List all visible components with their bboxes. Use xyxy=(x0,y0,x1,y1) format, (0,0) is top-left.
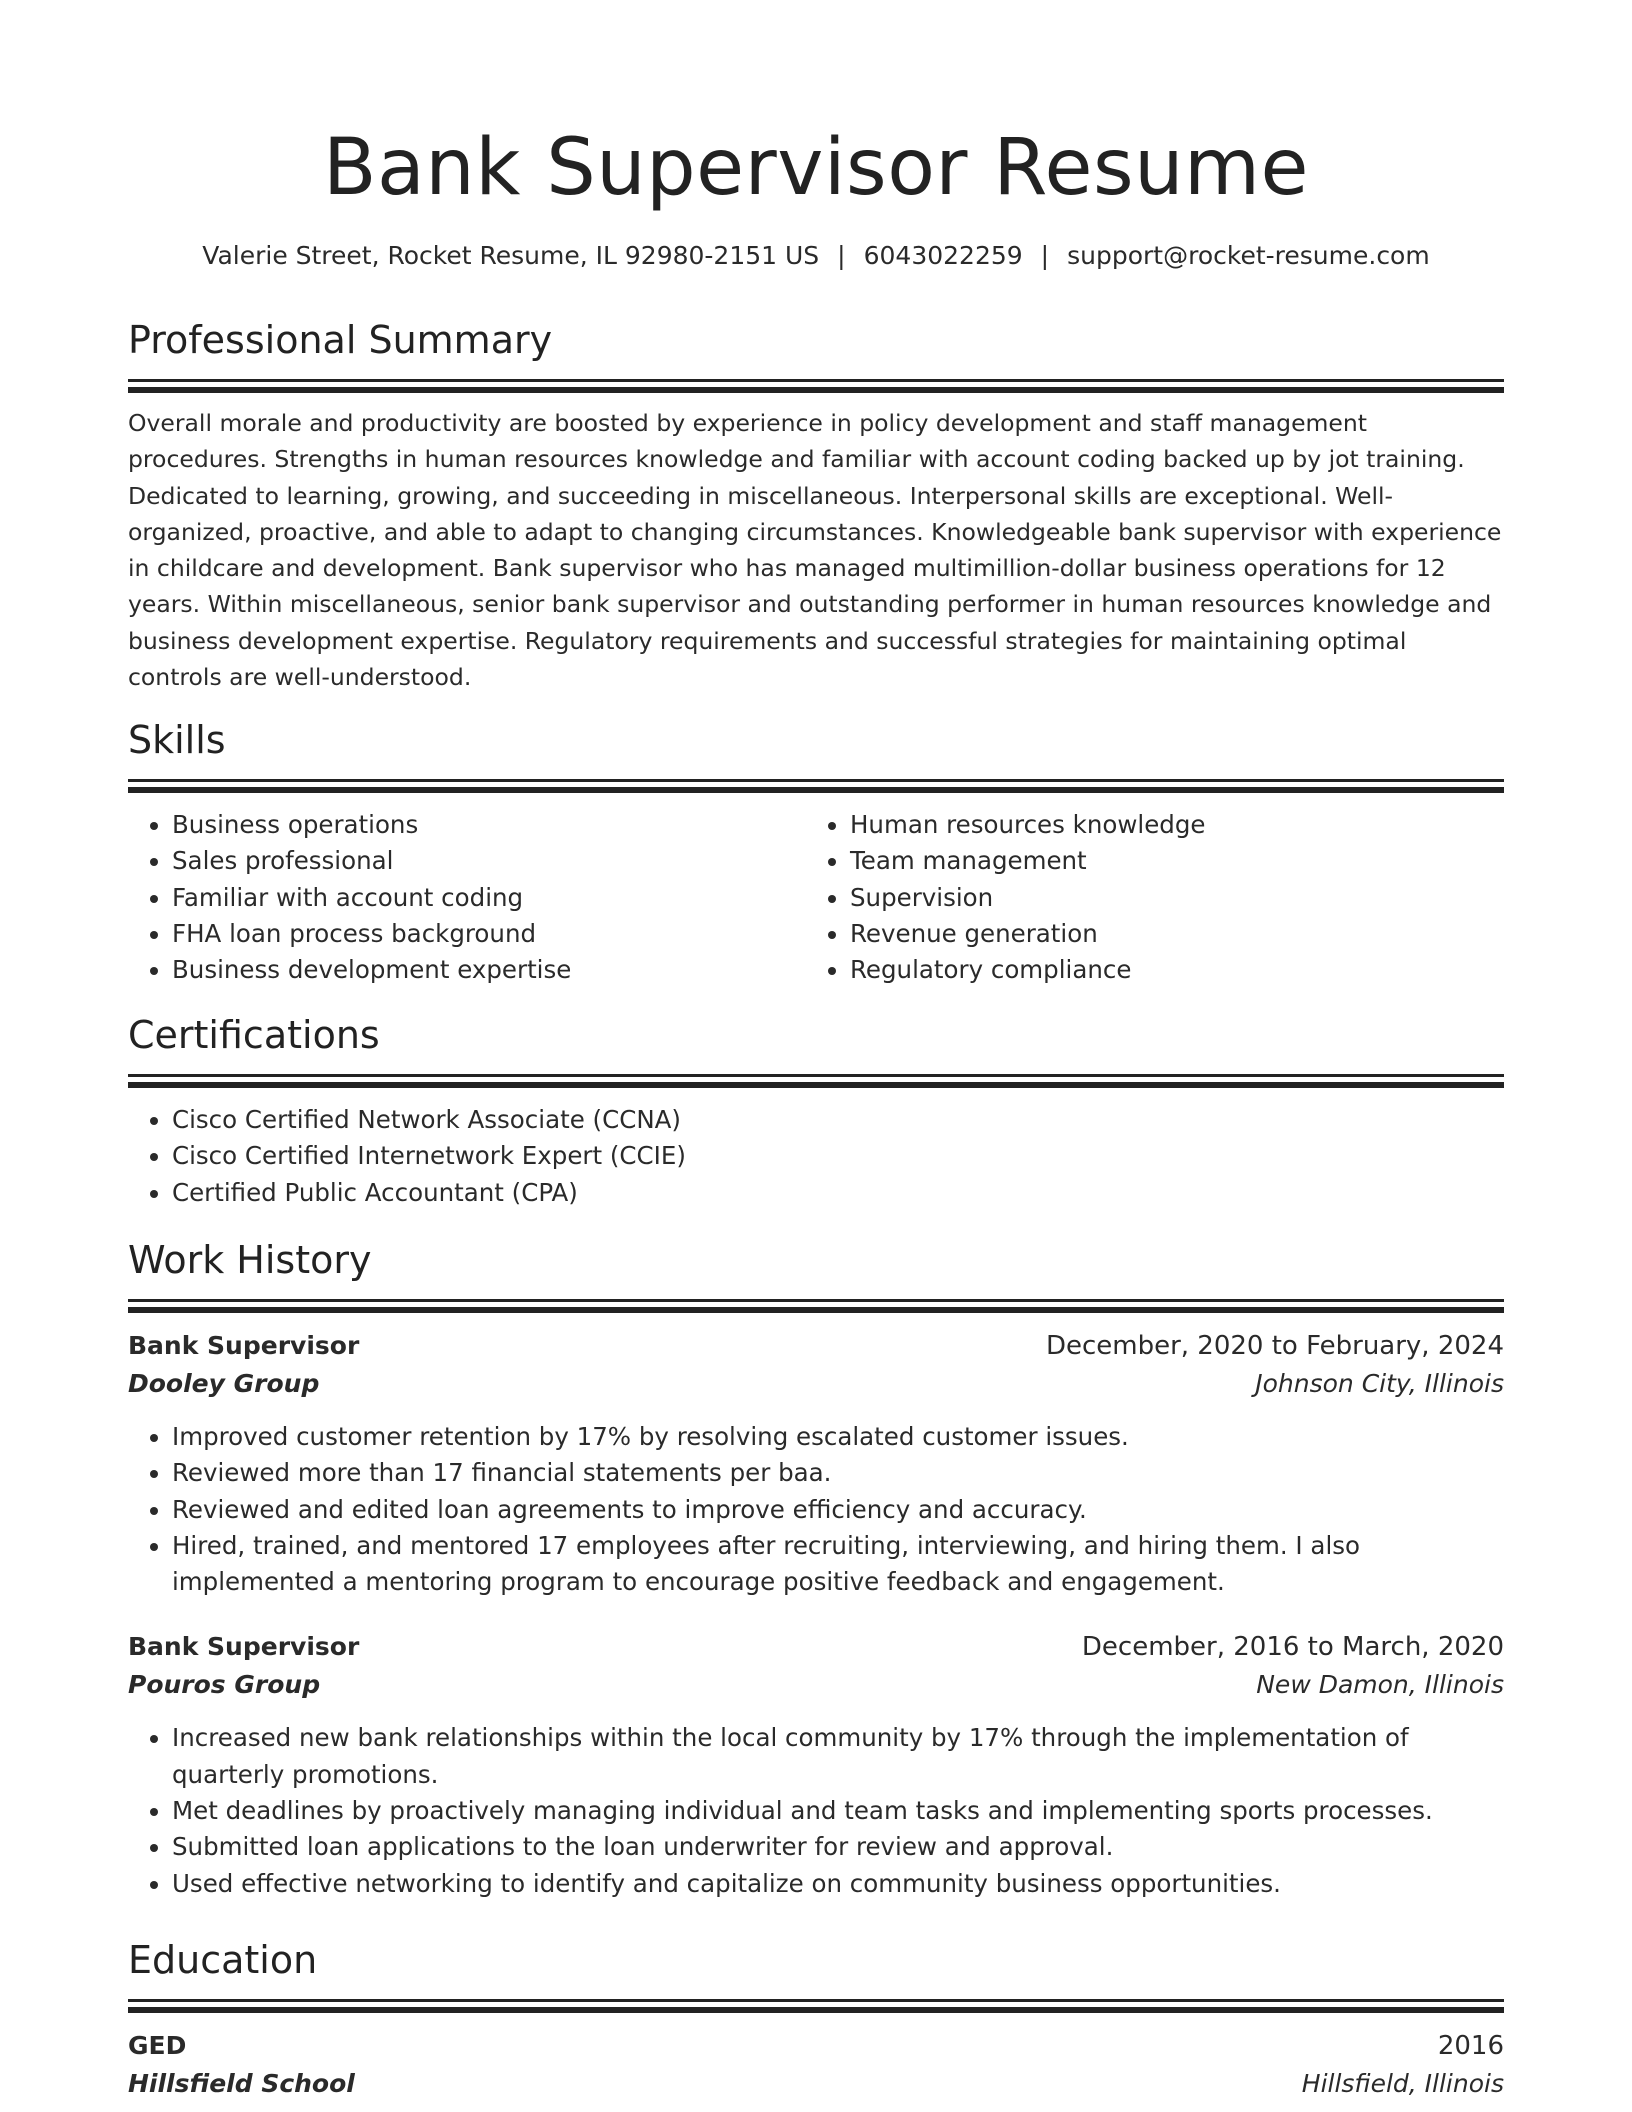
job-company: Pouros Group xyxy=(128,1670,321,1700)
education-location: Hillsfield, Illinois xyxy=(1301,2069,1504,2098)
education-degree: GED xyxy=(128,2031,187,2060)
job-entry xyxy=(128,1628,1504,1901)
section-divider-thick xyxy=(128,1307,1504,1313)
section-divider xyxy=(128,1074,1504,1077)
education-section xyxy=(128,1935,1504,2103)
contact-separator: | xyxy=(1040,241,1050,270)
summary-section xyxy=(128,315,1504,695)
section-divider xyxy=(128,1999,1504,2002)
job-bullet: • Met deadlines by proactively managing individual and team tasks and implementing sports processes. xyxy=(172,1793,1504,1829)
skill-item: • Revenue generation xyxy=(850,916,1484,952)
job-company: Dooley Group xyxy=(128,1369,320,1398)
work-history-section xyxy=(128,1235,1504,1902)
contact-address: Valerie Street, Rocket Resume, IL 92980-2151 US xyxy=(202,241,820,270)
job-location: New Damon, Illinois xyxy=(1256,1670,1504,1700)
skill-item: • Team management xyxy=(850,843,1484,879)
section-divider-thick xyxy=(128,787,1504,793)
skill-item: • Human resources knowledge xyxy=(850,807,1484,843)
contact-separator: | xyxy=(837,241,846,270)
section-divider-thick xyxy=(128,2007,1504,2013)
certification-item: • Cisco Certified Internetwork Expert (CCIE) xyxy=(172,1138,1504,1174)
job-bullet: • Submitted loan applications to the loan underwriter for review and approval. xyxy=(172,1829,1504,1865)
section-divider-thick xyxy=(128,1082,1504,1088)
section-divider xyxy=(128,779,1504,782)
skills-grid xyxy=(128,807,1504,988)
section-heading: Skills xyxy=(128,718,226,762)
job-bullet: • Reviewed and edited loan agreements to improve efficiency and accuracy. xyxy=(172,1492,1504,1528)
certification-item: • Certified Public Accountant (CPA) xyxy=(172,1175,1504,1211)
job-bullet: • Used effective networking to identify and capitalize on community business opportunities. xyxy=(172,1866,1504,1902)
job-dates: December, 2020 to February, 2024 xyxy=(1045,1331,1504,1361)
skills-column-left xyxy=(128,807,806,988)
section-divider xyxy=(128,379,1504,382)
education-year: 2016 xyxy=(1437,2031,1504,2061)
job-bullet: • Improved customer retention by 17% by resolving escalated customer issues. xyxy=(172,1419,1504,1455)
job-bullet: • Reviewed more than 17 financial statements per baa. xyxy=(172,1455,1504,1491)
contact-line xyxy=(128,238,1504,274)
skill-item: • Familiar with account coding xyxy=(172,880,806,916)
resume-title: Bank Supervisor Resume xyxy=(323,123,1309,213)
job-bullet: • Hired, trained, and mentored 17 employees after recruiting, interviewing, and hiring them. I also implemented a mentoring program to encourage positive feedback and engagement. xyxy=(172,1528,1504,1601)
job-bullet: • Increased new bank relationships within the local community by 17% through the implementation of quarterly promotions. xyxy=(172,1720,1504,1793)
section-heading: Work History xyxy=(128,1238,372,1282)
skill-item: • FHA loan process background xyxy=(172,916,806,952)
skill-item: • Business operations xyxy=(172,807,806,843)
job-entry xyxy=(128,1327,1504,1600)
skill-item: • Business development expertise xyxy=(172,952,806,988)
summary-text: Overall morale and productivity are boosted by experience in policy development and staff management procedures. Strengths in human resources knowledge and familiar with account coding backed up by jot training. Dedicated to learning, growing, and succeeding in miscellaneous. Interpersonal skills are exceptional. Well-organized, proactive, and able to adapt to changing circumstances. Knowledgeable bank supervisor with experience in childcare and development. Bank supervisor who has managed multimillion-dollar business operations for 12 years. Within miscellaneous, senior bank supervisor and outstanding performer in human resources knowledge and business development expertise. Regulatory requirements and successful strategies for maintaining optimal controls are well-understood. xyxy=(128,409,1502,692)
skills-section xyxy=(128,715,1504,988)
skill-item: • Sales professional xyxy=(172,843,806,879)
section-heading: Education xyxy=(128,1938,318,1982)
job-title: Bank Supervisor xyxy=(128,1331,360,1360)
job-location: Johnson City, Illinois xyxy=(1255,1369,1504,1398)
skills-column-right xyxy=(806,807,1484,988)
certifications-section xyxy=(128,1010,1504,1211)
section-divider xyxy=(128,1299,1504,1302)
education-entry xyxy=(128,2027,1504,2103)
education-school: Hillsfield School xyxy=(128,2069,355,2098)
contact-email: support@rocket-resume.com xyxy=(1067,241,1430,270)
section-heading: Professional Summary xyxy=(128,318,553,362)
job-title: Bank Supervisor xyxy=(128,1632,360,1662)
skill-item: • Regulatory compliance xyxy=(850,952,1484,988)
skill-item: • Supervision xyxy=(850,880,1484,916)
section-divider-thick xyxy=(128,387,1504,393)
contact-phone: 6043022259 xyxy=(863,241,1023,270)
job-dates: December, 2016 to March, 2020 xyxy=(1081,1632,1504,1663)
certification-item: • Cisco Certified Network Associate (CCNA) xyxy=(172,1102,1504,1138)
section-heading: Certifications xyxy=(128,1013,380,1057)
